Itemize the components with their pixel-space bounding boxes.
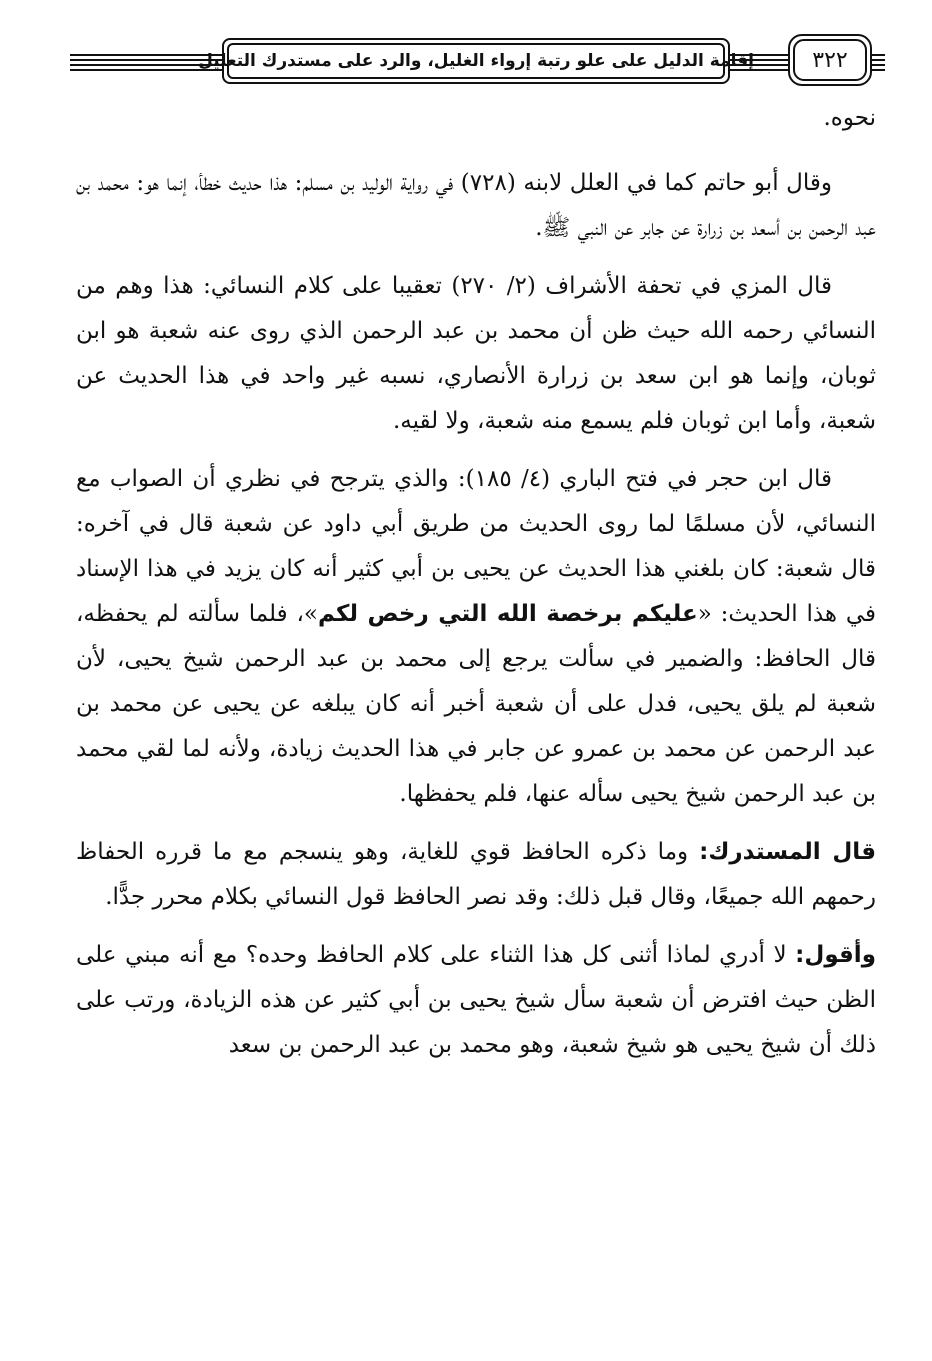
page-body [76,96,876,1081]
paragraph-text: قال ابن حجر في فتح الباري (٤/ ١٨٥): والذي يترجح في نظري أن الصواب مع النسائي، لأن مسلمًا لما روى الحديث من طريق أبي داود عن شعبة قال في آخره: قال شعبة: كان بلغني هذا الحديث عن يحيى بن أبي كثير أنه كان يزيد في هذا الإسناد في هذا الحديث: « [76,466,876,627]
page-header [70,30,885,94]
paragraph-1 [76,96,876,141]
running-title: إقامة الدليل على علو رتبة إرواء الغليل، والرد على مستدرك التعليل [227,43,725,79]
paragraph-2 [76,161,876,251]
paragraph-text: قال المزي في تحفة الأشراف (٢/ ٢٧٠) تعقيبا على كلام النسائي: هذا وهم من النسائي رحمه الله حيث ظن أن محمد بن عبد الرحمن الذي روى عنه شعبة هو ابن ثوبان، وإنما هو ابن سعد بن زرارة الأنصاري، نسبه غير واحد في هذا الحديث عن شعبة، وأما ابن ثوبان فلم يسمع منه شعبة، ولا لقيه. [76,273,876,434]
hadith-quote: عليكم برخصة الله التي رخص لكم [317,601,698,627]
running-title-frame [198,38,754,84]
paragraph-text: »، فلما سألته لم يحفظه، قال الحافظ: والضمير في سألت يرجع إلى محمد بن عبد الرحمن شيخ يحيى، لأن شعبة لم يلق يحيى، فدل على أن شعبة أخبر أنه كان يبلغه عن يحيى عن محمد بن عبد الرحمن عن محمد بن عمرو عن جابر في هذا الحديث زيادة، ولأنه لما لقي محمد بن عبد الرحمن شيخ يحيى سأله عنها، فلم يحفظها. [76,601,876,807]
paragraph-4 [76,457,876,817]
speaker-label: قال المستدرك: [699,839,876,865]
paragraph-text: وقال أبو حاتم كما في العلل لابنه (٧٢٨) في رواية الوليد بن مسلم: هذا حديث خطأ، إنما هو: محمد بن عبد الرحمن بن أسعد بن زرارة عن جابر عن النبي ﷺ. [76,170,876,241]
page-number-frame [788,34,872,86]
paragraph-3 [76,264,876,444]
paragraph-5 [76,830,876,920]
speaker-label: وأقول: [795,942,876,968]
paragraph-text: نحوه. [823,105,876,131]
paragraph-6 [76,933,876,1068]
page-number: ٣٢٢ [793,39,867,81]
paragraph-text: لا أدري لماذا أثنى كل هذا الثناء على كلام الحافظ وحده؟ مع أنه مبني على الظن حيث افترض أن شعبة سأل شيخ يحيى بن أبي كثير عن هذه الزيادة، ورتب على ذلك أن شيخ يحيى هو شيخ شعبة، وهو محمد بن عبد الرحمن بن سعد [76,942,876,1058]
paragraph-text: وما ذكره الحافظ قوي للغاية، وهو ينسجم مع ما قرره الحفاظ رحمهم الله جميعًا، وقال قبل ذلك: وقد نصر الحافظ قول النسائي بكلام محرر جدًّا. [76,839,876,910]
